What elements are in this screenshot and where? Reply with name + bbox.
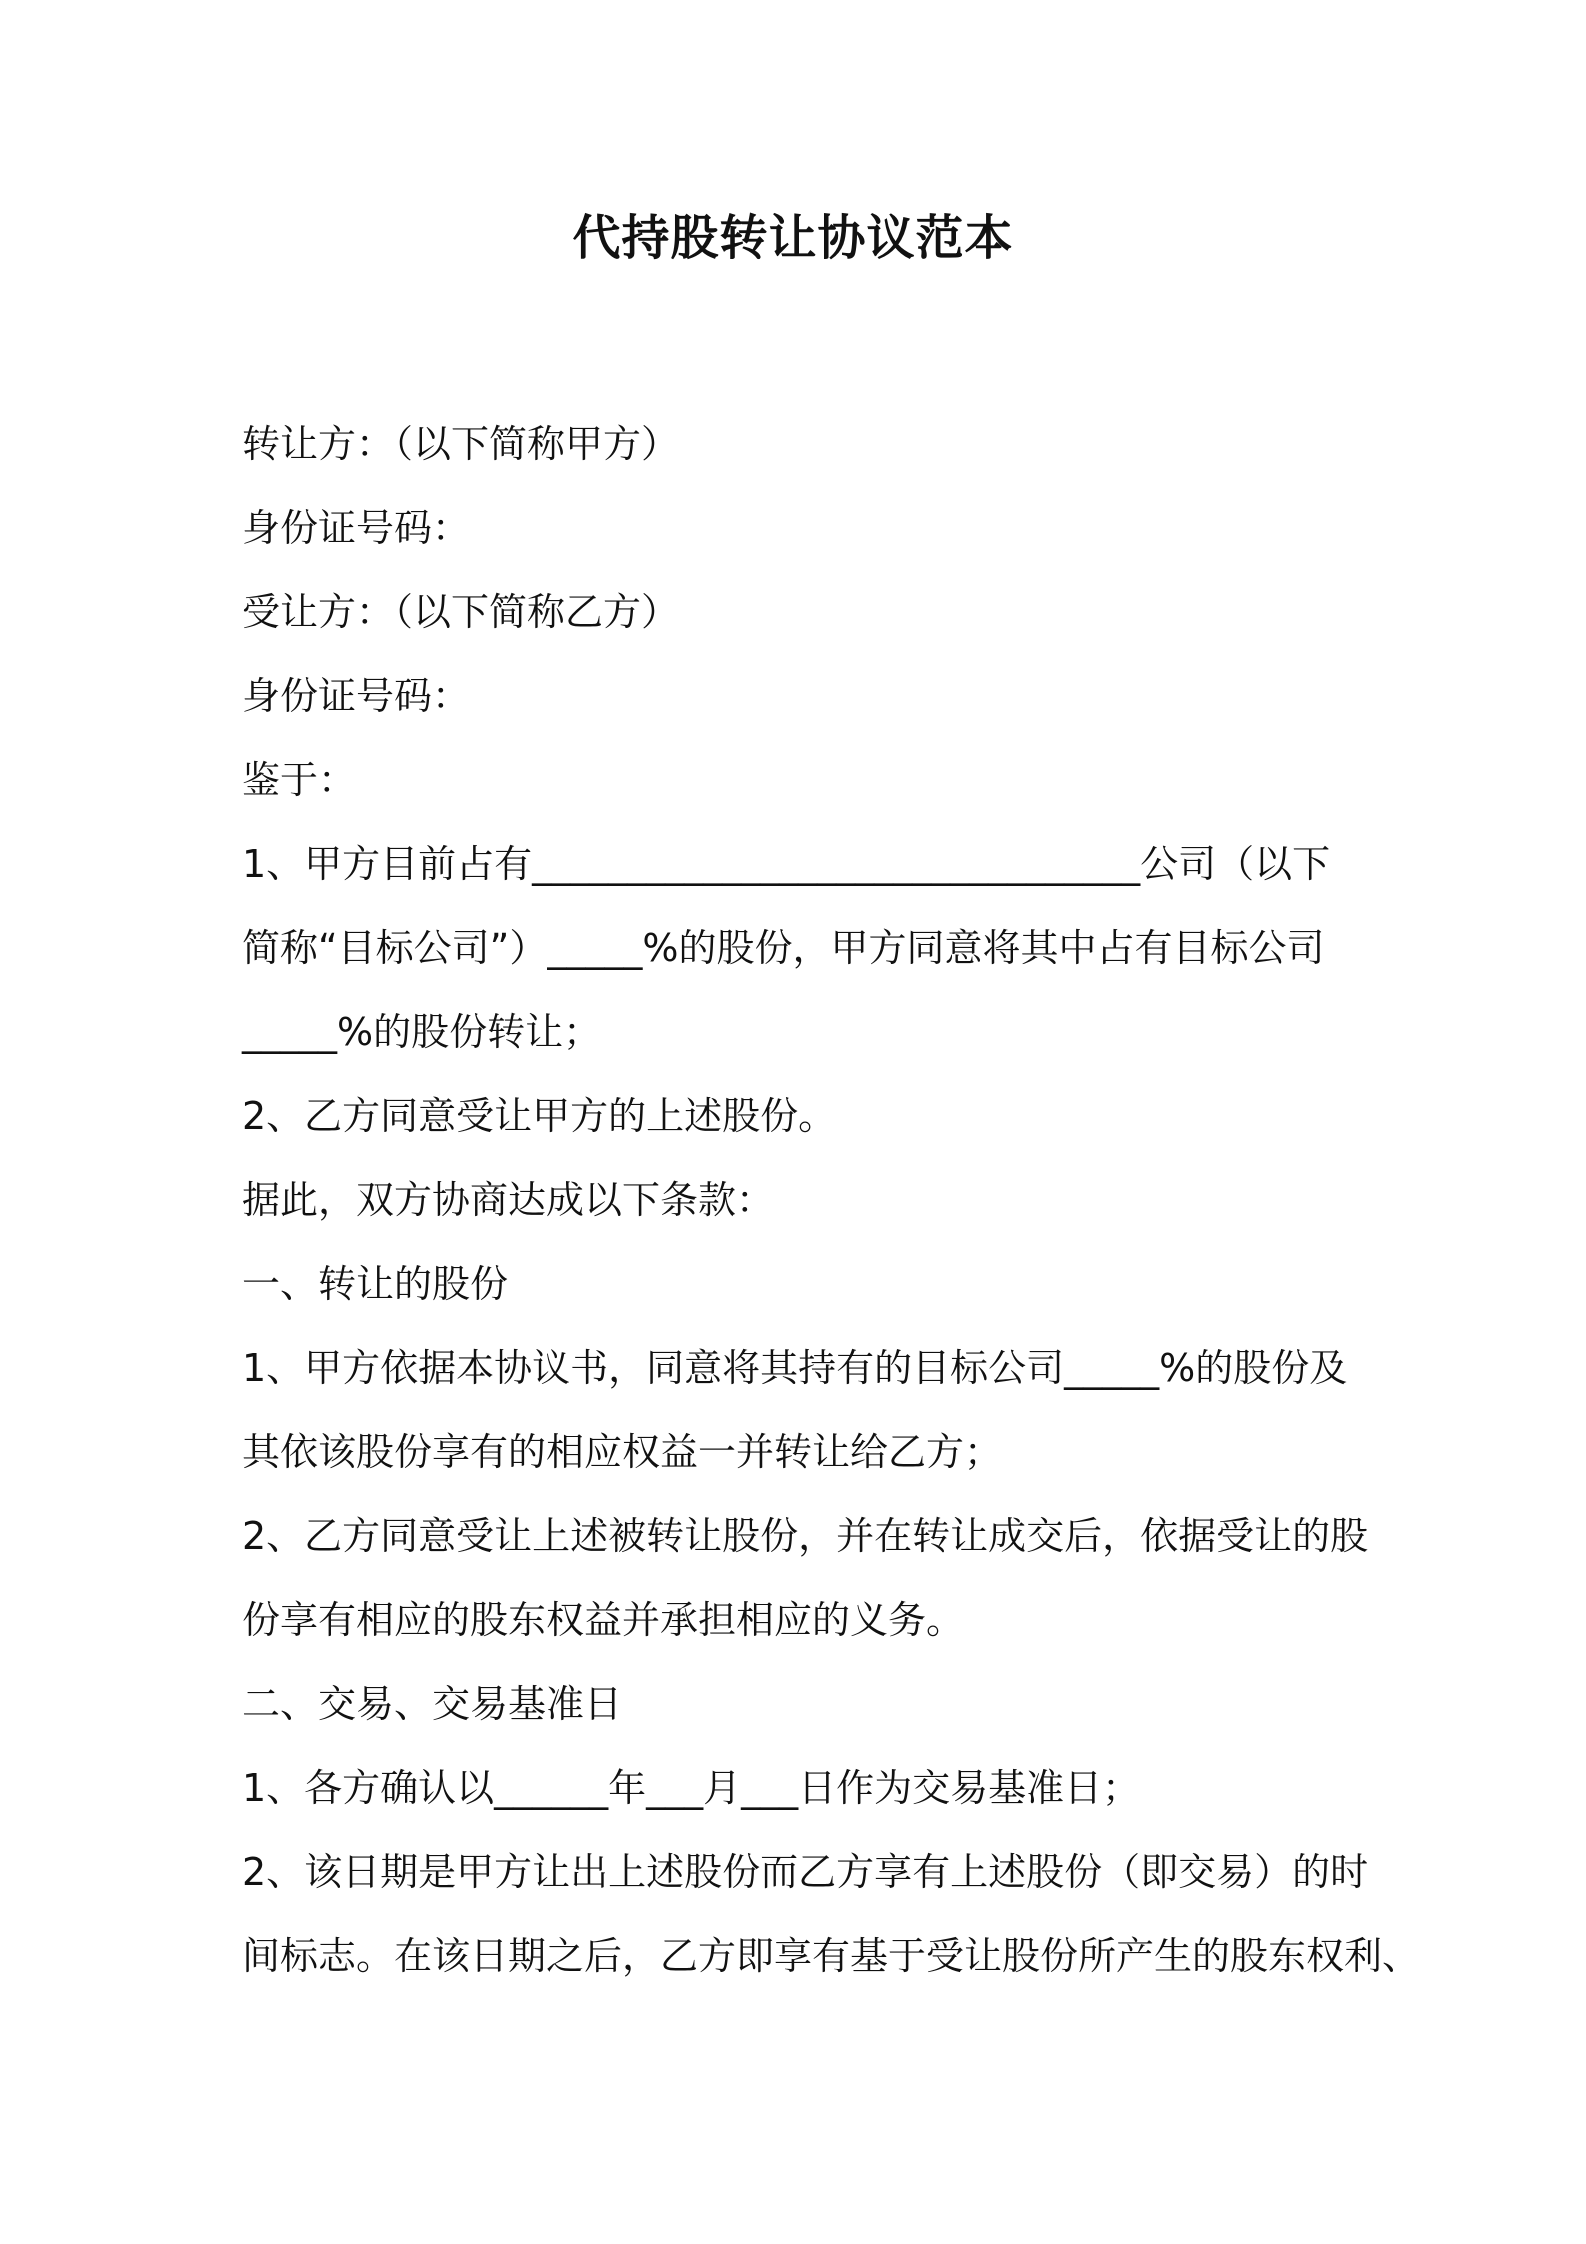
party-b-id-line: 身份证号码： xyxy=(242,674,471,718)
party-b-line: 受让方：（以下简称乙方） xyxy=(242,590,680,634)
whereas-item-1-line-1: 1、甲方目前占有________________________________公司（以下 xyxy=(242,842,1331,886)
whereas-item-1-line-3: _____%的股份转让； xyxy=(242,1010,602,1054)
document-body xyxy=(242,402,1421,1998)
party-a-id-line: 身份证号码： xyxy=(242,506,471,550)
section-2-clause-2-line-1: 2、该日期是甲方让出上述股份而乙方享有上述股份（即交易）的时 xyxy=(242,1850,1369,1894)
whereas-item-2: 2、乙方同意受让甲方的上述股份。 xyxy=(242,1094,837,1138)
document-title: 代持股转让协议范本 xyxy=(572,210,1014,266)
section-1-clause-2-line-2: 份享有相应的股东权益并承担相应的义务。 xyxy=(242,1598,965,1642)
section-2-heading: 二、交易、交易基准日 xyxy=(242,1682,623,1726)
section-1-clause-1-line-2: 其依该股份享有的相应权益一并转让给乙方； xyxy=(242,1430,1003,1474)
section-2-clause-1: 1、各方确认以______年___月___日作为交易基准日； xyxy=(242,1766,1141,1810)
agreement-intro: 据此，双方协商达成以下条款： xyxy=(242,1178,775,1222)
party-a-line: 转让方：（以下简称甲方） xyxy=(242,422,680,466)
whereas-heading: 鉴于： xyxy=(242,758,357,802)
section-1-heading: 一、转让的股份 xyxy=(242,1262,509,1306)
section-1-clause-1-line-1: 1、甲方依据本协议书，同意将其持有的目标公司_____%的股份及 xyxy=(242,1346,1348,1390)
whereas-item-1-line-2: 简称“目标公司”）_____%的股份，甲方同意将其中占有目标公司 xyxy=(242,926,1325,970)
section-2-clause-2-line-2: 间标志。在该日期之后，乙方即享有基于受让股份所产生的股东权利、 xyxy=(242,1934,1421,1978)
section-1-clause-2-line-1: 2、乙方同意受让上述被转让股份，并在转让成交后，依据受让的股 xyxy=(242,1514,1369,1558)
